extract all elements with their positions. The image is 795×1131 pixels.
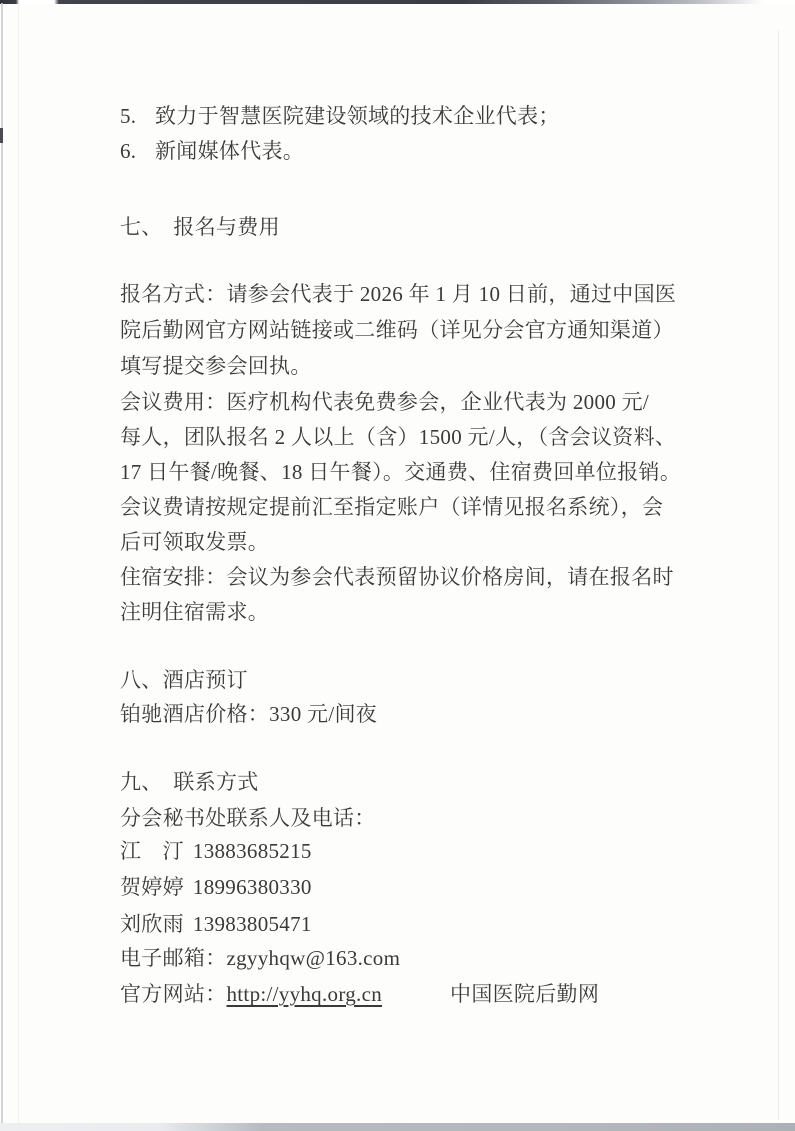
registration-line-3: 填写提交参会回执。 — [120, 354, 312, 378]
registration-line-10: 注明住宿需求。 — [120, 600, 270, 624]
list-item-5 — [120, 104, 560, 129]
scan-artifact-inner-left-line — [18, 4, 19, 1123]
section-registration-heading: 七、 报名与费用 — [120, 215, 280, 239]
scan-artifact-left-edge — [1, 3, 3, 1123]
registration-line-6: 17 日午餐/晚餐、18 日午餐）。交通费、住宿费回单位报销。 — [120, 460, 682, 484]
hotel-price-line: 铂驰酒店价格：330 元/间夜 — [120, 702, 378, 726]
registration-line-2: 院后勤网官方网站链接或二维码（详见分会官方通知渠道） — [120, 318, 674, 342]
email-address: zgyyhqw@163.com — [226, 946, 401, 970]
list-item-6 — [120, 139, 304, 164]
contact-name-1: 江 汀 — [120, 839, 184, 863]
contact-name-2: 贺婷婷 — [120, 875, 184, 899]
section-contact-heading: 九、 联系方式 — [120, 770, 259, 794]
contact-row-1 — [120, 839, 312, 864]
registration-line-1: 报名方式：请参会代表于 2026 年 1 月 10 日前，通过中国医 — [120, 282, 677, 306]
website-label: 官方网站： — [120, 982, 227, 1006]
section-hotel-heading: 八、酒店预订 — [120, 668, 248, 692]
list-item-6-text: 新闻媒体代表。 — [155, 139, 305, 163]
scan-artifact-left-tick — [0, 128, 3, 143]
contact-name-3: 刘欣雨 — [120, 912, 184, 936]
contact-row-3 — [120, 912, 312, 937]
contact-phone-1: 13883685215 — [192, 839, 312, 863]
email-label: 电子邮箱： — [120, 946, 227, 970]
scan-artifact-right-edge — [778, 30, 779, 1120]
email-line — [120, 946, 400, 971]
list-item-6-number: 6. — [120, 139, 137, 163]
scan-artifact-bottom-edge — [0, 1123, 795, 1131]
contact-row-2 — [120, 875, 312, 900]
scan-artifact-top-edge — [0, 0, 795, 4]
website-site-name: 中国医院后勤网 — [450, 982, 600, 1006]
contact-phone-3: 13983805471 — [192, 912, 312, 936]
registration-line-8: 后可领取发票。 — [120, 530, 270, 554]
contact-intro: 分会秘书处联系人及电话： — [120, 806, 376, 830]
contact-phone-2: 18996380330 — [192, 875, 312, 899]
registration-line-5: 每人，团队报名 2 人以上（含）1500 元/人，（含会议资料、 — [120, 425, 677, 449]
registration-line-7: 会议费请按规定提前汇至指定账户（详情见报名系统），会 — [120, 495, 664, 519]
website-line — [120, 982, 599, 1007]
list-item-5-text: 致力于智慧医院建设领域的技术企业代表； — [155, 104, 560, 128]
website-link[interactable]: http://yyhq.org.cn — [226, 982, 383, 1006]
registration-line-9: 住宿安排：会议为参会代表预留协议价格房间，请在报名时 — [120, 565, 674, 589]
list-item-5-number: 5. — [120, 104, 137, 128]
registration-line-4: 会议费用：医疗机构代表免费参会，企业代表为 2000 元/ — [120, 390, 650, 414]
